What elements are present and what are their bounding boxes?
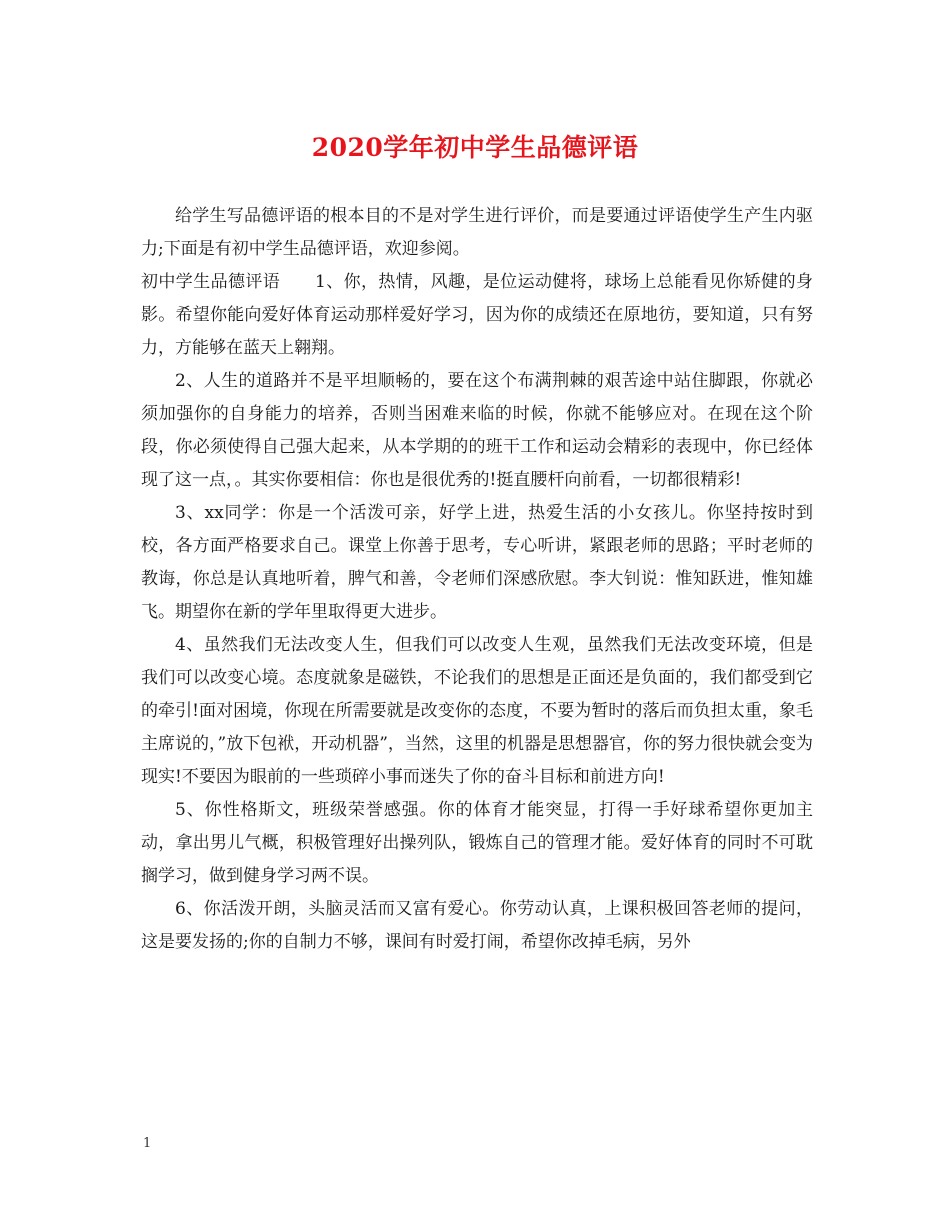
comment-paragraph-3: 3、xx同学：你是一个活泼可亲，好学上进，热爱生活的小女孩儿。你坚持按时到校，各方面严格要求自己。课堂上你善于思考，专心听讲，紧跟老师的思路；平时老师的教诲，你总是认真地听着，脾气和善，令老师们深感欣慰。李大钊说：惟知跃进，惟知雄飞。期望你在新的学年里取得更大进步。 xyxy=(141,503,813,622)
comment-paragraph-5: 5、你性格斯文，班级荣誉感强。你的体育才能突显，打得一手好球希望你更加主动，拿出男儿气概，积极管理好出操列队，锻炼自己的管理才能。爱好体育的同时不可耽搁学习，做到健身学习两不误。 xyxy=(141,800,813,886)
comment-paragraph-2: 2、人生的道路并不是平坦顺畅的，要在这个布满荆棘的艰苦途中站住脚跟，你就必须加强你的自身能力的培养，否则当困难来临的时候，你就不能够应对。在现在这个阶段，你必须使得自己强大起来，从本学期的的班干工作和运动会精彩的表现中，你已经体现了这一点，。其实你要相信：你也是很优秀的!挺直腰杆向前看，一切都很精彩! xyxy=(141,371,813,490)
comment-paragraph-1: 初中学生品德评语 1、你，热情，风趣，是位运动健将，球场上总能看见你矫健的身影。希望你能向爱好体育运动那样爱好学习，因为你的成绩还在原地彷，要知道，只有努力，方能够在蓝天上翱翔。 xyxy=(141,272,813,358)
comment-paragraph-6: 6、你活泼开朗，头脑灵活而又富有爱心。你劳动认真，上课积极回答老师的提问，这是要发扬的;你的自制力不够，课间有时爱打闹，希望你改掉毛病，另外 xyxy=(141,899,813,952)
document-body xyxy=(141,200,813,959)
comment-paragraph-4: 4、虽然我们无法改变人生，但我们可以改变人生观，虽然我们无法改变环境，但是我们可以改变心境。态度就象是磁铁，不论我们的思想是正面还是负面的，我们都受到它的牵引!面对困境，你现在所需要就是改变你的态度，不要为暂时的落后而负担太重，象毛主席说的，”放下包袱，开动机器”，当然，这里的机器是思想器官，你的努力很快就会变为现实!不要因为眼前的一些琐碎小事而迷失了你的奋斗目标和前进方向! xyxy=(141,635,813,787)
page-number: 1 xyxy=(143,1136,152,1151)
intro-paragraph: 给学生写品德评语的根本目的不是对学生进行评价，而是要通过评语使学生产生内驱力;下面是有初中学生品德评语，欢迎参阅。 xyxy=(141,206,813,259)
document-title: 2020学年初中学生品德评语 xyxy=(311,133,639,162)
